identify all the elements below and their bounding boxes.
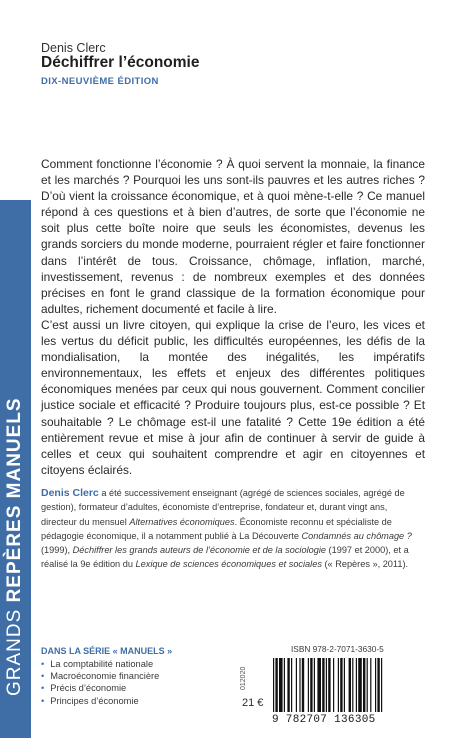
bio-title: Condamnés au chômage ? bbox=[301, 530, 412, 541]
bio-text: (1997 et 2000), et a réalisé la 9e édition du bbox=[41, 545, 409, 570]
bio-title: Déchiffrer les grands auteurs de l’économie et de la sociologie bbox=[72, 545, 326, 556]
bio-text: (1999), bbox=[41, 545, 73, 556]
book-title: Déchiffrer l’économie bbox=[41, 54, 200, 71]
barcode bbox=[271, 658, 431, 714]
series-band-label-light: GRANDS bbox=[4, 602, 25, 696]
description-paragraph-1: Comment fonctionne l’économie ? À quoi servent la monnaie, la finance et les marchés ? Pourquoi les uns sont-ils pauvres et les autres riches ? D’où vient la croissance économique, et à quoi mène-t-elle ? Ce manuel répond à ces questions et à bien d’autres, de sorte que l’économie ne soit plus cette boîte noire que seuls les économistes, devenus les grands sorciers du monde moderne, pourraient régler et faire fonctionner dans l’intérêt de tous. Croissance, chômage, inflation, marché, investissement, revenus : de nombreux exemples et des données précises en font le grand classique de la formation économique pour adultes, richement documenté et facile à lire. bbox=[41, 157, 425, 316]
bio-title: Alternatives économiques bbox=[129, 516, 235, 527]
price: 21 € bbox=[242, 697, 264, 709]
isbn: ISBN 978-2-7071-3630-5 bbox=[291, 644, 384, 654]
bio-author-name: Denis Clerc bbox=[41, 487, 99, 499]
bio-text: . Économiste reconnu et spécialiste de pédagogie économique, il a notamment publié à La Découverte bbox=[41, 516, 392, 541]
series-band-label-bold: REPÈRES MANUELS bbox=[4, 397, 25, 603]
list-item: • La comptabilité nationale bbox=[41, 658, 159, 670]
edition-label: DIX-NEUVIÈME ÉDITION bbox=[41, 76, 159, 87]
author-name: Denis Clerc bbox=[41, 41, 106, 55]
bio-title: Lexique de sciences économiques et sociales bbox=[135, 559, 322, 570]
book-description bbox=[41, 156, 425, 478]
print-code: 012020 bbox=[240, 666, 247, 690]
author-bio bbox=[41, 486, 425, 572]
series-title: DANS LA SÉRIE « MANUELS » bbox=[41, 646, 173, 656]
bio-text: (« Repères », 2011). bbox=[321, 559, 409, 570]
bio-text: a été successivement enseignant (agrégé de sciences sociales, agrégé de gestion), formateur d’adultes, économiste d’entreprise, fondateur et, durant vingt ans, directeur du mensuel bbox=[41, 488, 405, 527]
barcode-digits: 9 782707 136305 bbox=[272, 714, 376, 726]
series-list bbox=[41, 658, 159, 707]
list-item: • Principes d’économie bbox=[41, 695, 159, 707]
list-item: • Macroéconomie financière bbox=[41, 670, 159, 682]
description-paragraph-2: C’est aussi un livre citoyen, qui explique la crise de l’euro, les vices et les vertus du déficit public, les difficultés européennes, les défis de la mondialisation, la montée des inégalités, les impératifs environnementaux, les effets et enjeux des différentes politiques économiques menées par ceux qui nous gouvernent. Comment concilier justice sociale et efficacité ? Produire toujours plus, est-ce possible ? Et souhaitable ? Le chômage est-il une fatalité ? Cette 19e édition a été entièrement revue et mise à jour afin de continuer à servir de guide à celles et ceux qui souhaitent comprendre et agir en citoyennes et citoyens éclairés. bbox=[41, 317, 425, 477]
series-band-label bbox=[4, 397, 26, 696]
list-item: • Précis d’économie bbox=[41, 682, 159, 694]
series-band bbox=[0, 200, 31, 738]
